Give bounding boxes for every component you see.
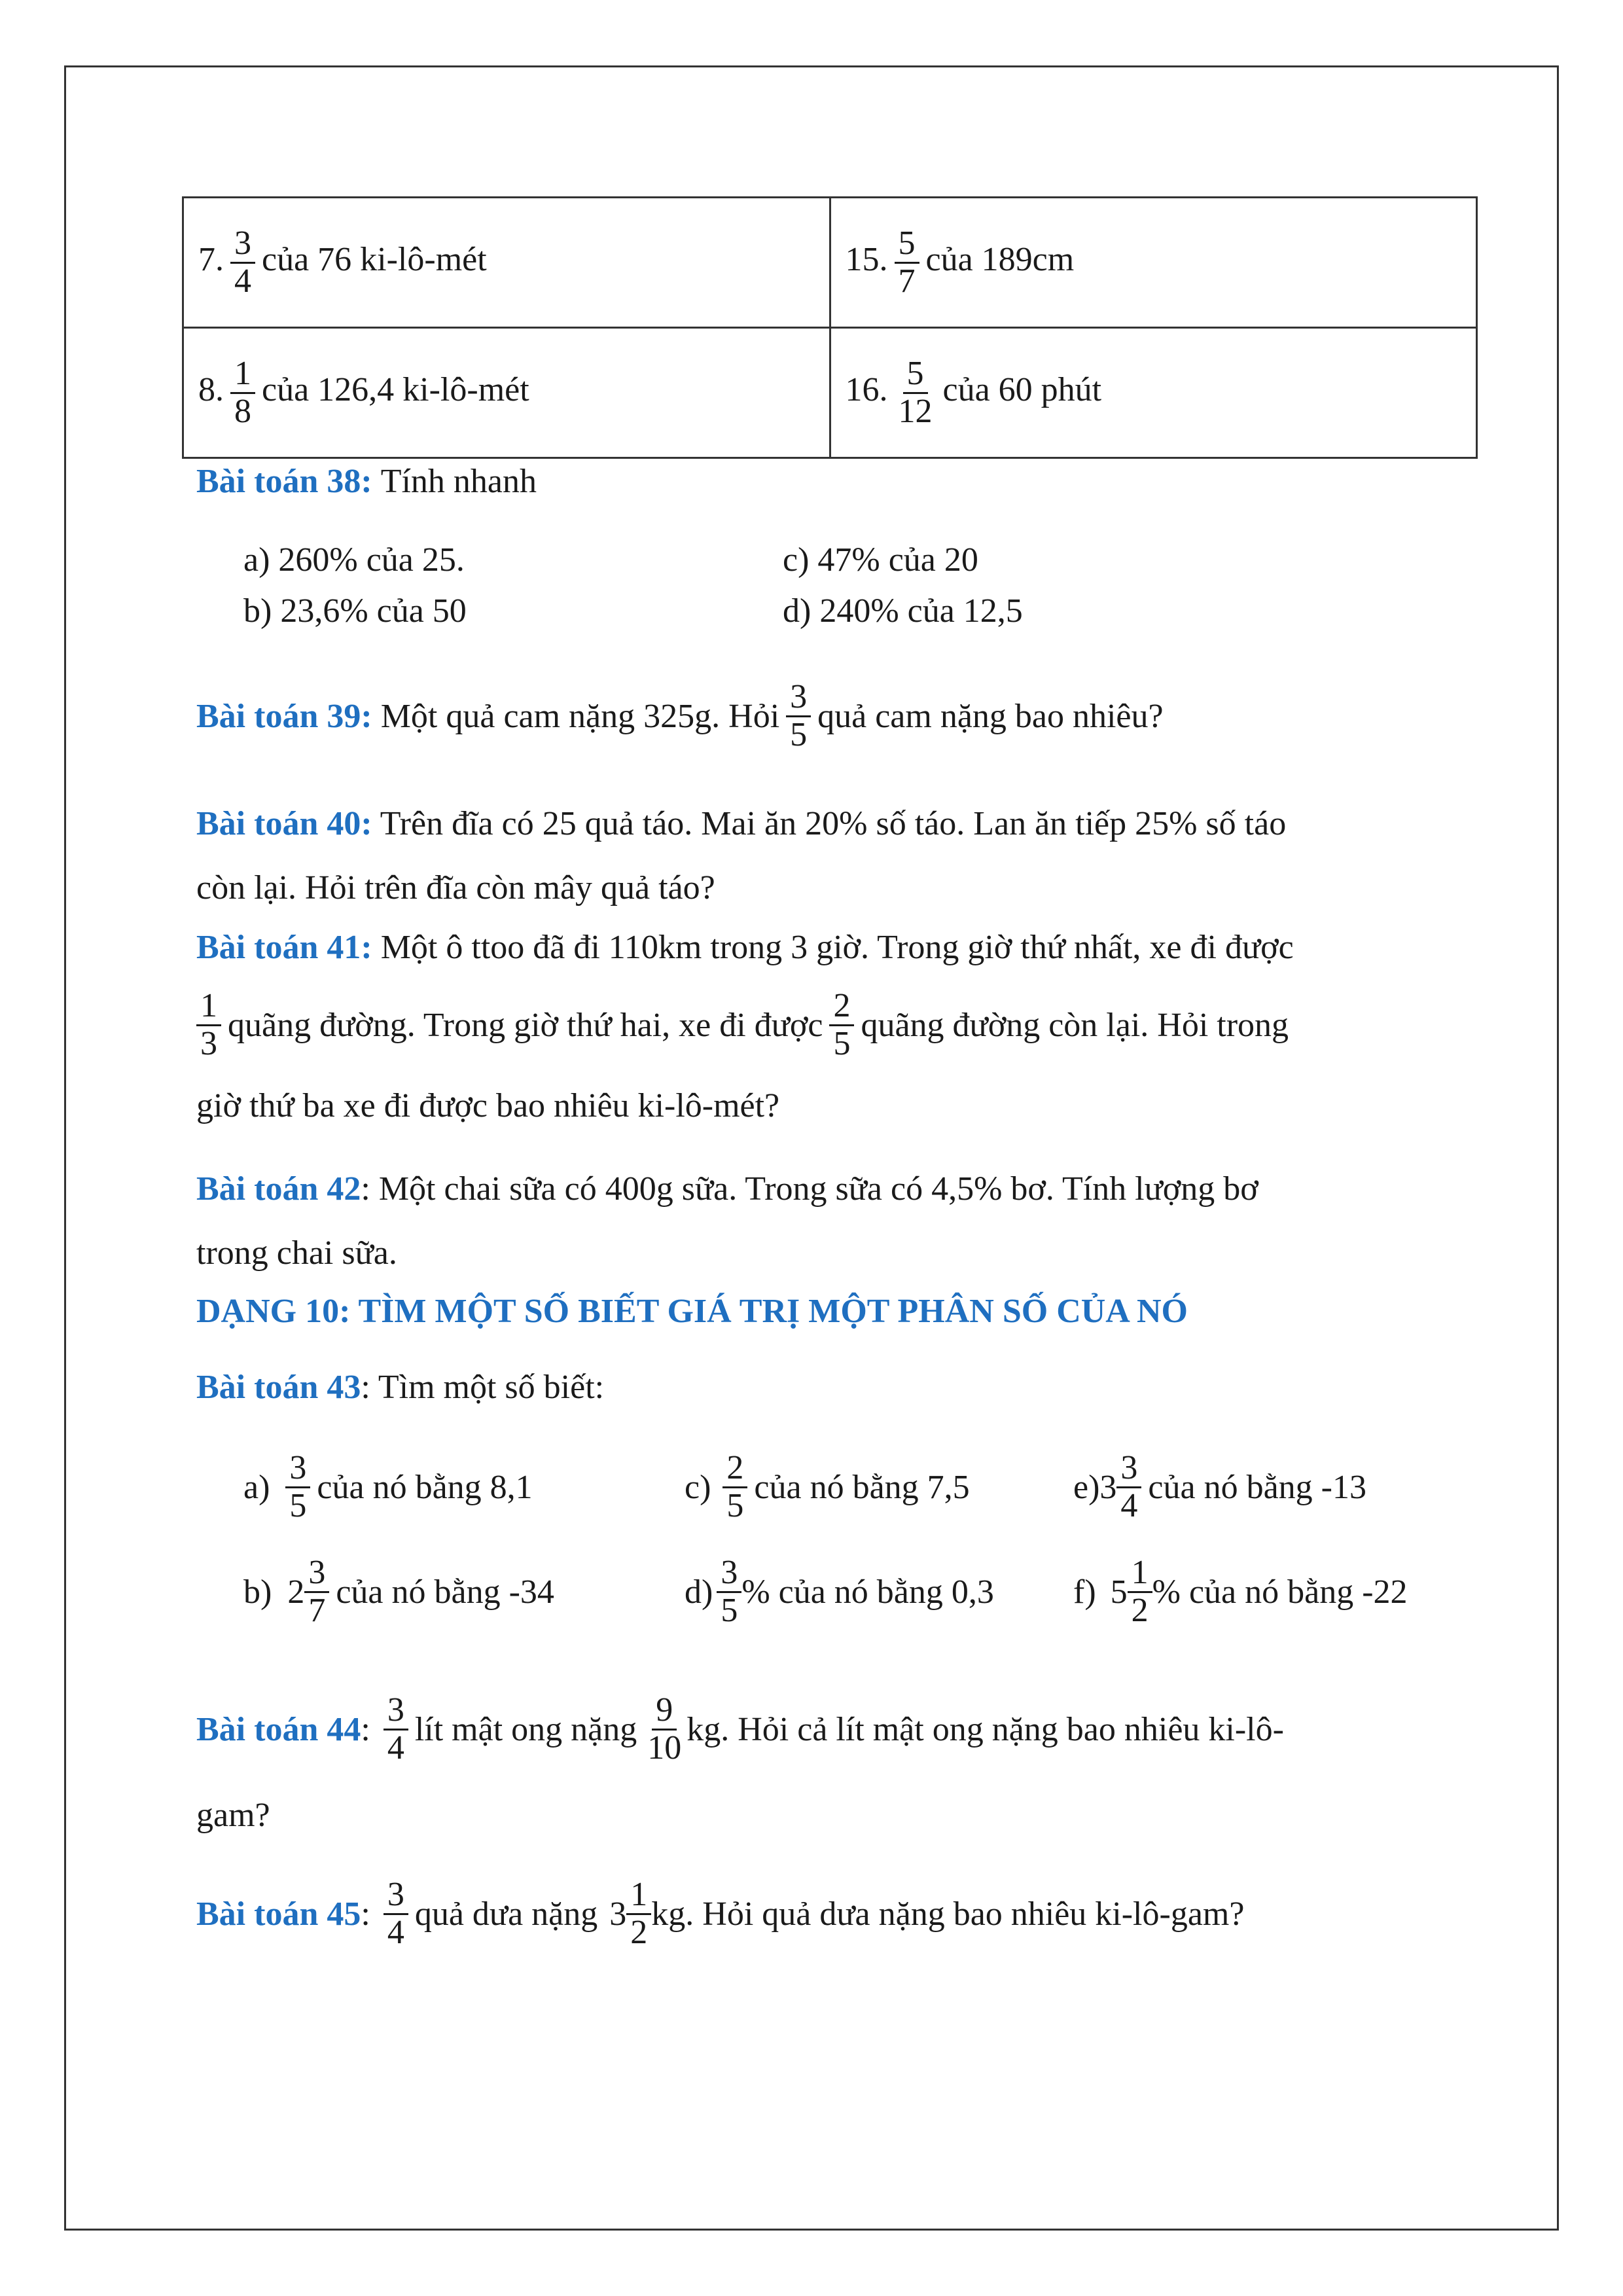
table-cell: 8. $\frac{1}{8}$ của 126,4 ki-lô-mét	[183, 328, 830, 458]
section-heading: DẠNG 10: TÌM MỘT SỐ BIẾT GIÁ TRỊ MỘT PHÂN SỐ CỦA NÓ	[196, 1293, 1188, 1330]
table-row	[183, 328, 1477, 458]
fraction: $\frac{1}{2}$	[626, 1877, 651, 1950]
problem-44-line2: gam?	[196, 1797, 270, 1834]
fraction: $\frac{3}{5}$	[717, 1555, 741, 1628]
problem-43-c: c) $\frac{2}{5}$ của nó bằng 7,5	[685, 1449, 970, 1524]
fraction: $\frac{5}{7}$	[895, 226, 919, 299]
problem-41-line3: giờ thứ ba xe đi được bao nhiêu ki-lô-mét?	[196, 1087, 780, 1124]
fraction: $\frac{5}{12}$	[898, 354, 933, 430]
table-cell: 7. $\frac{3}{4}$ của 76 ki-lô-mét	[183, 198, 830, 328]
table-cell: 16. $\frac{5}{12}$ của 60 phút	[830, 328, 1477, 458]
problem-43-a: a) $\frac{3}{5}$ của nó bằng 8,1	[243, 1449, 533, 1524]
fraction: $\frac{1}{3}$	[196, 988, 221, 1062]
problem-38: Bài toán 38: Tính nhanh	[196, 463, 537, 500]
problem-42: Bài toán 42: Một chai sữa có 400g sữa. Trong sữa có 4,5% bơ. Tính lượng bơ trong chai sữa.	[196, 1170, 1258, 1272]
problem-45: Bài toán 45 : $\frac{3}{4}$ quả dưa nặng 3 $\frac{1}{2}$ kg. Hỏi quả dưa nặng bao nhiêu ki-lô-gam?	[196, 1876, 1245, 1951]
fraction: $\frac{2}{5}$	[829, 988, 854, 1062]
problem-43: Bài toán 43 : Tìm một số biết:	[196, 1369, 605, 1406]
problem-43-d: d) $\frac{3}{5}$ % của nó bằng 0,3	[685, 1554, 994, 1629]
fraction: $\frac{3}{4}$	[383, 1877, 408, 1950]
fraction: $\frac{3}{7}$	[304, 1555, 329, 1628]
problem-38-c: c) 47% của 20	[783, 541, 978, 579]
problem-44: Bài toán 44 : $\frac{3}{4}$ lít mật ong nặng $\frac{9}{10}$ kg. Hỏi cả lít mật ong nặng bao nhiêu ki-lô-	[196, 1691, 1284, 1767]
problem-43-b: b) 2 $\frac{3}{7}$ của nó bằng -34	[243, 1554, 554, 1629]
fraction: $\frac{3}{4}$	[1116, 1450, 1141, 1524]
fraction: $\frac{3}{5}$	[285, 1450, 310, 1524]
fraction: $\frac{3}{5}$	[786, 679, 811, 753]
fraction: $\frac{1}{2}$	[1128, 1555, 1152, 1628]
problem-43-f: f) 5 $\frac{1}{2}$ % của nó bằng -22	[1073, 1554, 1408, 1629]
problem-43-e: e) 3 $\frac{3}{4}$ của nó bằng -13	[1073, 1449, 1366, 1524]
fraction: $\frac{3}{4}$	[383, 1693, 408, 1766]
table-row	[183, 198, 1477, 328]
problem-39: Bài toán 39: Một quả cam nặng 325g. Hỏi $\frac{3}{5}$ quả cam nặng bao nhiêu?	[196, 678, 1164, 753]
problem-41-line2: $\frac{1}{3}$ quãng đường. Trong giờ thứ hai, xe đi được $\frac{2}{5}$ quãng đường còn lại. Hỏi trong	[190, 988, 1289, 1062]
exercise-table	[182, 196, 1478, 459]
fraction: $\frac{1}{8}$	[230, 356, 255, 429]
problem-38-a: a) 260% của 25.	[243, 541, 465, 579]
fraction: $\frac{2}{5}$	[722, 1450, 747, 1524]
fraction: $\frac{3}{4}$	[230, 226, 255, 299]
problem-38-d: d) 240% của 12,5	[783, 592, 1023, 630]
problem-41-line1: Bài toán 41: Một ô ttoo đã đi 110km trong 3 giờ. Trong giờ thứ nhất, xe đi được	[196, 929, 1294, 966]
problem-40: Bài toán 40: Trên đĩa có 25 quả táo. Mai ăn 20% số táo. Lan ăn tiếp 25% số táo còn lại. Hỏi trên đĩa còn mây quả táo?	[196, 805, 1287, 906]
table-cell: 15. $\frac{5}{7}$ của 189cm	[830, 198, 1477, 328]
problem-38-b: b) 23,6% của 50	[243, 592, 467, 630]
fraction: $\frac{9}{10}$	[647, 1691, 682, 1767]
